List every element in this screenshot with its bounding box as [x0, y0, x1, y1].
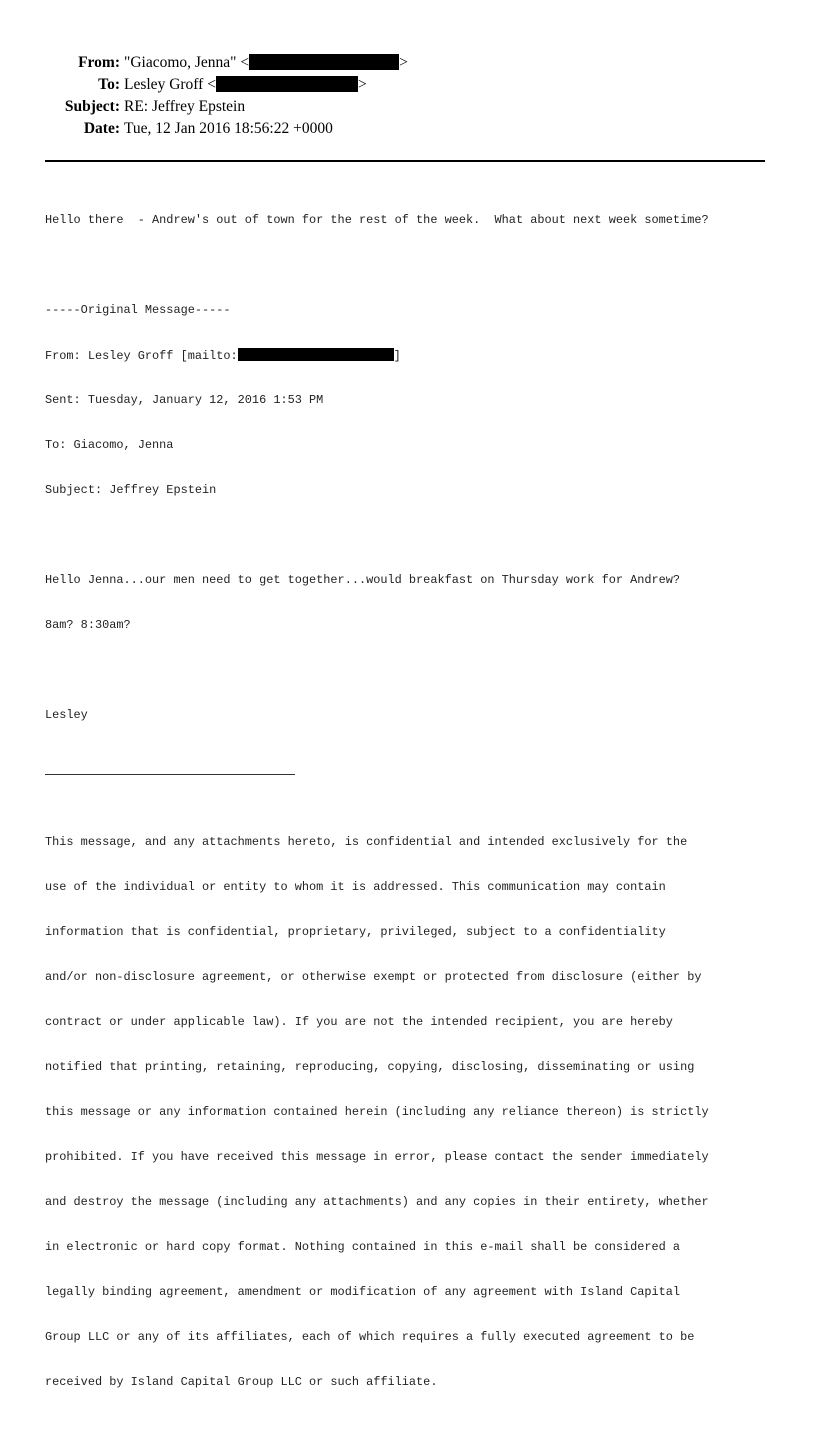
disclaimer-line: notified that printing, retaining, reproducing, copying, disclosing, disseminating or using: [45, 1060, 695, 1074]
message-line: 8am? 8:30am?: [45, 618, 131, 632]
disclaimer-line: in electronic or hard copy format. Nothing contained in this e-mail shall be considered a: [45, 1240, 681, 1254]
disclaimer-line: use of the individual or entity to whom it is addressed. This communication may contain: [45, 880, 666, 894]
disclaimer-line: this message or any information contained herein (including any reliance thereon) is strictly: [45, 1105, 709, 1119]
signature: Lesley: [45, 708, 88, 722]
disclaimer-line: and/or non-disclosure agreement, or otherwise exempt or protected from disclosure (either by: [45, 970, 702, 984]
original-sent: Sent: Tuesday, January 12, 2016 1:53 PM: [45, 393, 324, 407]
to-value: [124, 74, 367, 96]
email-body: [45, 183, 775, 1435]
disclaimer-line: received by Island Capital Group LLC or such affiliate.: [45, 1375, 438, 1389]
original-from: [45, 348, 775, 363]
original-message-marker: -----Original Message-----: [45, 303, 231, 317]
to-label: To:: [98, 76, 120, 93]
from-label: From:: [78, 54, 120, 71]
subject-label: Subject:: [64, 98, 120, 115]
redaction-box: [238, 348, 394, 361]
disclaimer-line: contract or under applicable law). If you are not the intended recipient, you are hereby: [45, 1015, 673, 1029]
header-from-row: [0, 52, 420, 74]
disclaimer: [45, 805, 775, 1420]
header-divider: [45, 160, 765, 162]
header-subject-row: [0, 96, 420, 118]
disclaimer-line: This message, and any attachments hereto, is confidential and intended exclusively for the: [45, 835, 688, 849]
email-header: [0, 52, 420, 140]
original-from-suffix: ]: [393, 349, 401, 363]
to-recipient: Lesley Groff <: [124, 76, 216, 93]
disclaimer-divider: [45, 765, 295, 775]
subject-value: RE: Jeffrey Epstein: [124, 98, 246, 115]
original-to: To: Giacomo, Jenna: [45, 438, 174, 452]
from-value: [124, 52, 408, 74]
from-close: >: [399, 54, 408, 71]
disclaimer-line: Group LLC or any of its affiliates, each of which requires a fully executed agreement to be: [45, 1330, 695, 1344]
header-date-row: [0, 118, 420, 140]
disclaimer-line: information that is confidential, proprietary, privileged, subject to a confidentiality: [45, 925, 666, 939]
disclaimer-line: prohibited. If you have received this message in error, please contact the sender immediately: [45, 1150, 709, 1164]
original-subject: Subject: Jeffrey Epstein: [45, 483, 217, 497]
redaction-box: [216, 76, 358, 92]
to-close: >: [357, 76, 367, 93]
original-from-prefix: From: Lesley Groff [mailto:: [45, 349, 238, 363]
from-sender: "Giacomo, Jenna" <: [124, 54, 250, 71]
message-line: Hello Jenna...our men need to get together...would breakfast on Thursday work for Andrew?: [45, 573, 681, 587]
date-value: Tue, 12 Jan 2016 18:56:22 +0000: [124, 120, 333, 137]
date-label: Date:: [83, 120, 120, 137]
redaction-box: [249, 54, 399, 70]
header-to-row: [0, 74, 420, 96]
reply-text: Hello there - Andrew's out of town for the rest of the week. What about next week sometime?: [45, 213, 709, 227]
disclaimer-line: and destroy the message (including any attachments) and any copies in their entirety, whether: [45, 1195, 709, 1209]
disclaimer-line: legally binding agreement, amendment or modification of any agreement with Island Capital: [45, 1285, 681, 1299]
